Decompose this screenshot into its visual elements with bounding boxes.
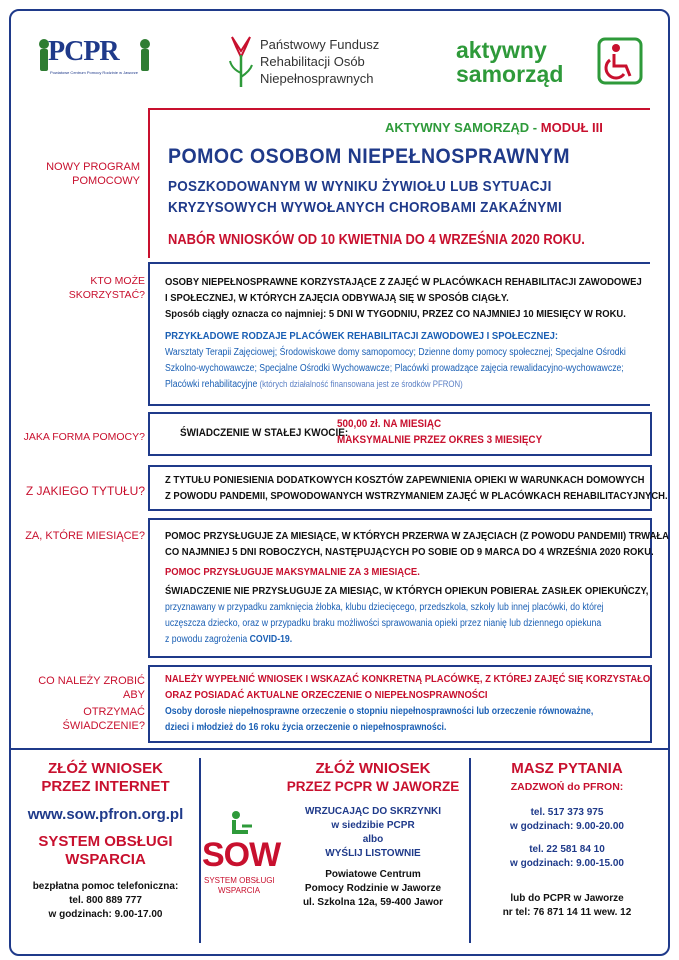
bottom-divider-right xyxy=(469,758,471,943)
months-text-line1: POMOC PRZYSŁUGUJE ZA MIESIĄCE, W KTÓRYCH PRZERWA W ZAJĘCIACH (Z POWODU PANDEMII) TRWAŁA xyxy=(165,530,670,542)
sow-logo-text: SOW xyxy=(202,836,281,874)
months-text-line2: CO NAJMNIEJ 5 DNI ROBOCZYCH, NASTĘPUJĄCYCH PO SOBIE OD 9 MARCA DO 4 WRZEŚNIA 2020 ROKU. xyxy=(165,546,654,558)
aktywny-samorzad-logo xyxy=(448,32,648,92)
aktywny-samorzad-line1: aktywny xyxy=(456,37,547,63)
months-exclusion-line4-main: z powodu zagrożenia xyxy=(165,634,250,645)
months-exclusion: ŚWIADCZENIE NIE PRZYSŁUGUJE ZA MIESIĄC, W KTÓRYCH OPIEKUN POBIERAŁ ZASIŁEK OPIEKUŃCZY, xyxy=(165,585,649,597)
form-amount-period: MAKSYMALNIE PRZEZ OKRES 3 MIESIĘCY xyxy=(337,434,543,446)
todo-label-line2: OTRZYMAĆ ŚWIADCZENIE? xyxy=(62,706,145,732)
pcpr-address-line1: Powiatowe Centrum xyxy=(325,869,421,880)
who-facilities-line1: Warsztaty Terapii Zajęciowej; Środowiskowe domy samopomocy; Dzienne domy pomocy społecznej; Specjalne Ośrodki xyxy=(165,347,626,358)
who-label: KTO MOŻE SKORZYSTAĆ? xyxy=(68,275,145,301)
new-program-label-line1: NOWY PROGRAM xyxy=(46,161,140,173)
todo-text-line1: NALEŻY WYPEŁNIĆ WNIOSEK I WSKAZAĆ KONKRETNĄ PLACÓWKĘ, Z KTÓREJ ZAJĘĆ SIĘ KORZYSTAŁO xyxy=(165,673,651,685)
online-column xyxy=(12,760,199,920)
who-facilities-line3 xyxy=(165,379,463,390)
module-heading xyxy=(385,120,603,135)
pcpr-column xyxy=(278,760,468,908)
sow-logo-subtitle-line2: WSPARCIA xyxy=(218,886,261,895)
pfron-phone-1-hours: w godzinach: 9.00-20.00 xyxy=(510,821,624,832)
questions-heading: MASZ PYTANIA xyxy=(511,760,623,777)
who-facilities-heading: PRZYKŁADOWE RODZAJE PLACÓWEK REHABILITACJI ZAWODOWEJ I SPOŁECZNEJ: xyxy=(165,330,559,342)
who-facilities-line2: Szkolno-wychowawcze; Specjalne Ośrodki Wychowawcze; Placówki prowadzące zajęcia rewalidacyjno-wychowawcze; xyxy=(165,363,624,374)
pfron-logo xyxy=(228,33,408,93)
pcpr-heading-line2: PRZEZ PCPR W JAWORZE xyxy=(286,779,460,794)
months-covid: COVID-19. xyxy=(249,634,293,645)
title-text-line1: Z TYTUŁU PONIESIENIA DODATKOWYCH KOSZTÓW ZAPEWNIENIA OPIEKI W WARUNKACH DOMOWYCH xyxy=(165,474,645,486)
pcpr-seat-line: w siedzibie PCPR xyxy=(331,820,415,831)
new-program-label xyxy=(20,160,140,188)
pfron-phone-2-hours: w godzinach: 9.00-15.00 xyxy=(510,858,624,869)
who-facilities-line3-note: (których działalność finansowana jest ze środków PFRON) xyxy=(257,379,463,389)
recruitment-dates: NABÓR WNIOSKÓW OD 10 KWIETNIA DO 4 WRZEŚNIA 2020 ROKU. xyxy=(168,231,585,248)
pcpr-logo xyxy=(34,30,154,92)
pfron-name-line1: Państwowy Fundusz xyxy=(260,37,380,52)
pcpr-mail-line: WYŚLIJ LISTOWNIE xyxy=(325,848,421,859)
pcpr-heading-line1: ZŁÓŻ WNIOSEK xyxy=(315,760,431,777)
pfron-name-line3: Niepełnosprawnych xyxy=(260,71,374,86)
helpline-label: bezpłatna pomoc telefoniczna: xyxy=(32,881,179,892)
todo-text-line3: Osoby dorosłe niepełnosprawne orzeczenie o stopniu niepełnosprawności lub orzeczenie równoważne, xyxy=(165,706,594,717)
pcpr-phone: nr tel: 76 871 14 11 wew. 12 xyxy=(502,907,632,918)
pcpr-address-line3: ul. Szkolna 12a, 59-400 Jawor xyxy=(302,897,444,908)
who-text-line2: I SPOŁECZNEJ, W KTÓRYCH ZAJĘCIA ODBYWAJĄ SIĘ W SPOSÓB CIĄGŁY. xyxy=(165,292,509,304)
online-heading-line1: ZŁÓŻ WNIOSEK xyxy=(48,760,163,777)
program-subtitle-line2: KRYZYSOWYCH WYWOŁANYCH CHOROBAMI ZAKAŹNYMI xyxy=(168,199,563,216)
todo-label xyxy=(20,674,145,733)
program-title: POMOC OSOBOM NIEPEŁNOSPRAWNYM xyxy=(168,145,570,168)
module-heading-program: AKTYWNY SAMORZĄD - xyxy=(385,120,541,135)
online-heading-line2: PRZEZ INTERNET xyxy=(41,778,170,795)
sow-url-link[interactable]: www.sow.pfron.org.pl xyxy=(27,806,184,823)
pcpr-phone-label: lub do PCPR w Jaworze xyxy=(510,893,624,904)
wheelchair-map-icon xyxy=(596,36,644,86)
todo-text-line4: dzieci i młodzież do 16 roku życia orzeczenie o niepełnosprawności. xyxy=(165,722,447,733)
form-benefit: ŚWIADCZENIE W STAŁEJ KWOCIE: xyxy=(180,427,349,439)
pfron-phone-1: tel. 517 373 975 xyxy=(530,807,604,818)
todo-text-line2: ORAZ POSIADAĆ AKTUALNE ORZECZENIE O NIEPEŁNOSPRAWNOŚCI xyxy=(165,689,488,701)
pcpr-dropbox-line: WRZUCAJĄC DO SKRZYNKI xyxy=(304,806,442,817)
program-subtitle-line1: POSZKODOWANYM W WYNIKU ŻYWIOŁU LUB SYTUACJI xyxy=(168,178,552,195)
helpline-phone: tel. 800 889 777 xyxy=(69,895,142,906)
todo-label-line1: CO NALEŻY ZROBIĆ ABY xyxy=(38,675,145,701)
months-exclusion-line3: uczęszcza dziecko, oraz w przypadku braku możliwości sprawowania opieki przez nianię lub dziennego opiekuna xyxy=(165,618,602,629)
pcpr-or-line: albo xyxy=(362,834,384,845)
months-max-note: POMOC PRZYSŁUGUJE MAKSYMALNIE ZA 3 MIESIĄCE. xyxy=(165,566,420,578)
system-name-line1: SYSTEM OBSŁUGI xyxy=(38,833,173,850)
tulip-icon xyxy=(228,33,254,89)
who-text-line3: Sposób ciągły oznacza co najmniej: 5 DNI W TYGODNIU, PRZEZ CO NAJMNIEJ 10 MIESIĘCY W ROKU. xyxy=(165,308,626,320)
title-label: Z JAKIEGO TYTUŁU? xyxy=(25,484,145,498)
questions-column xyxy=(472,760,662,918)
title-text-line2: Z POWODU PANDEMII, SPOWODOWANYCH WSTRZYMANIEM ZAJĘĆ W PLACÓWKACH REHABILITACYJNYCH. xyxy=(165,490,668,502)
title-box xyxy=(148,465,652,511)
months-label: ZA, KTÓRE MIESIĄCE? xyxy=(25,530,145,542)
pcpr-logo-text: PCPR xyxy=(48,36,119,67)
pcpr-address-line2: Pomocy Rodzinie w Jaworze xyxy=(304,883,442,894)
aktywny-samorzad-line2: samorząd xyxy=(456,61,564,87)
new-program-label-line2: POMOCOWY xyxy=(72,175,140,187)
sow-logo-subtitle-line1: SYSTEM OBSŁUGI xyxy=(204,876,275,885)
pfron-name-line2: Rehabilitacji Osób xyxy=(260,54,365,69)
helpline-hours: w godzinach: 9.00-17.00 xyxy=(48,909,163,920)
module-heading-number: MODUŁ III xyxy=(540,120,603,135)
pcpr-logo-subtitle: Powiatowe Centrum Pomocy Rodzinie w Jaworze xyxy=(49,70,139,75)
who-facilities-line3-main: Placówki rehabilitacyjne xyxy=(165,379,258,390)
system-name-line2: WSPARCIA xyxy=(65,851,146,868)
form-label: JAKA FORMA POMOCY? xyxy=(23,431,145,443)
months-exclusion-line4 xyxy=(165,634,292,645)
pfron-phone-2: tel. 22 581 84 10 xyxy=(529,844,605,855)
form-amount-monthly: 500,00 zł. NA MIESIĄC xyxy=(337,418,442,430)
months-exclusion-line2: przyznawany w przypadku zamknięcia żłobka, klubu dziecięcego, przedszkola, szkoły lub innej placówki, do której xyxy=(165,602,604,613)
who-text-line1: OSOBY NIEPEŁNOSPRAWNE KORZYSTAJĄCE Z ZAJĘĆ W PLACÓWKACH REHABILITACJI ZAWODOWEJ xyxy=(165,276,642,288)
questions-subheading: ZADZWOŃ do PFRON: xyxy=(510,781,624,793)
